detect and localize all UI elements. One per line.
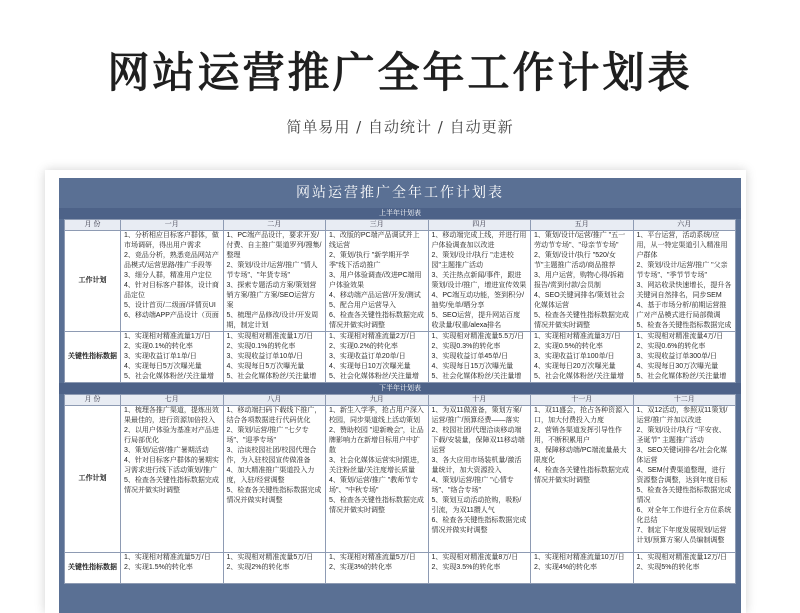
month-header: 十二月 xyxy=(633,395,736,406)
month-header-row xyxy=(65,220,736,231)
cell-line: 1、实现相对精准流量10万/日 xyxy=(534,554,625,561)
cell-line: 5、社会化媒体粉丝/关注量增 xyxy=(636,373,727,380)
cell-line: 2、实现0.1%的转化率 xyxy=(124,343,193,350)
kpi-cell xyxy=(326,332,429,383)
kpi-row xyxy=(65,553,736,584)
kpi-cell xyxy=(223,332,326,383)
first-half-header: 上半年计划表 xyxy=(59,208,741,219)
month-header-row xyxy=(65,395,736,406)
month-header: 八月 xyxy=(223,395,326,406)
cell-line: 3、探索专题活动方案/策划营销方案/推广方案/SEO运营方案 xyxy=(226,282,317,309)
cell-line: 5、检查各关键性指标数据完成情况 xyxy=(636,487,732,504)
cell-line: 6、检查各关键性指标数据完成情况并做实时调整 xyxy=(329,312,424,329)
cell-line: 4、加大精准推广渠道投入力度，入驻/经营调整 xyxy=(226,467,315,484)
cell-line: 4、实现每日10万次曝光量 xyxy=(329,363,411,370)
spreadsheet-sheet xyxy=(59,178,741,613)
cell-line: 5、策划互动活动抢购，吸粉/引流，为双11攒人气 xyxy=(431,497,522,514)
plan-cell xyxy=(121,406,224,553)
cell-line: 2、策划/运营/推广 "七夕专场"、"迎季专场" xyxy=(226,427,309,444)
cell-line: 4、实现每日15万次曝光量 xyxy=(431,363,514,370)
plan-cell xyxy=(428,406,531,553)
cell-line: 4、实现每日30万次曝光量 xyxy=(636,363,719,370)
cell-line: 1、双11盛会，抢占各种资源入口，加大付费投入力度 xyxy=(534,407,630,424)
kpi-cell xyxy=(428,332,531,383)
plan-cell xyxy=(326,231,429,332)
month-header: 二月 xyxy=(223,220,326,231)
cell-line: 3、网站收录快速增长，提升各关键词自然排名，同步SEM xyxy=(636,282,732,299)
second-half-header: 下半年计划表 xyxy=(59,383,741,394)
cell-line: 2、竞品分析，熟悉竞品网站产品模式/运营思路/推广手段等 xyxy=(124,252,219,269)
document-preview-card xyxy=(45,170,746,613)
cell-line: 1、实现相对精准流量5万/日 xyxy=(329,554,416,561)
kpi-row-label: 关键性指标数据 xyxy=(65,332,121,383)
kpi-cell xyxy=(428,553,531,584)
cell-line: 3、实现收益订单300单/日 xyxy=(636,353,718,360)
cell-line: 1、移动端扫码下载线下推广，结合各项数据进行代码优化 xyxy=(226,407,322,424)
cell-line: 3、实现收益订单100单/日 xyxy=(534,353,615,360)
plan-row xyxy=(65,231,736,332)
cell-line: 5、社会化媒体粉丝/关注量增 xyxy=(329,373,419,380)
cell-line: 2、赞助校园 "迎新晚会"，让品牌影响力在新增目标用户中扩散 xyxy=(329,427,424,454)
cell-line: 6、移动端APP产品设计（页面 xyxy=(124,312,219,319)
cell-line: 4、PC端互动功能，签到积分/抽奖/免单/晒分享 xyxy=(431,292,525,309)
cell-line: 3、用户运营，购物心得/拆箱报告/赏到付款/会员制 xyxy=(534,272,624,289)
cell-line: 2、实现5%的转化率 xyxy=(636,564,700,571)
cell-line: 1、策划/设计/运营/推广 "五一劳动节专场"、"母亲节专场" xyxy=(534,232,626,249)
cell-line: 2、策划/设计/执行 "520/女节"主题推广活动/商品推荐 xyxy=(534,252,616,269)
cell-line: 1、新生入学季，抢占用户深入校园，同步渠道线上活动策划 xyxy=(329,407,424,424)
kpi-cell xyxy=(531,553,634,584)
cell-line: 3、保障移动端/PC端流量最大限度化 xyxy=(534,447,627,464)
cell-line: 2、实现3%的转化率 xyxy=(329,564,393,571)
cell-line: 1、实现相对精准流量3万/日 xyxy=(534,333,621,340)
cell-line: 5、SEO运营，提升网站百度收录量/权重/alexa排名 xyxy=(431,312,521,329)
cell-line: 4、SEM付费渠道整理，进行资源整合调整，达到年度目标 xyxy=(636,467,728,484)
cell-line: 2、策划/设计/运营/推广 "情人节专场"、"年货专场" xyxy=(226,262,318,279)
cell-line: 3、策划/运营/推广暑期活动 xyxy=(124,447,209,454)
cell-line: 5、检查各关键性指标数据完成情况并做实时调整 xyxy=(329,497,424,514)
cell-line: 1、双12活动，参照双11策划/运营/推广并加以改进 xyxy=(636,407,728,424)
cell-line: 3、关注热点新闻/事件，跟进策划/设计/推广，增进宣传效果 xyxy=(431,272,527,289)
cell-line: 3、实现收益订单10单/日 xyxy=(226,353,304,360)
cell-line: 1、移动端完成上线，并进行用户体验调查加以改进 xyxy=(431,232,527,249)
cell-line: 1、实现相对精准流量5.5万/日 xyxy=(431,333,525,340)
plan-cell xyxy=(531,231,634,332)
page-subtitle: 简单易用 / 自动统计 / 自动更新 xyxy=(286,118,514,136)
cell-line: 5、社会化媒体粉丝/关注量增 xyxy=(226,373,317,380)
month-header: 十一月 xyxy=(531,395,634,406)
cell-line: 5、检查各关键性指标数据完成 xyxy=(636,322,732,329)
cell-line: 6、检查各关键性指标数据完成情况并做实时调整 xyxy=(431,517,527,534)
cell-line: 2、实现0.5%的转化率 xyxy=(534,343,603,350)
cell-line: 2、实现0.3%的转化率 xyxy=(431,343,501,350)
plan-cell xyxy=(531,406,634,553)
cell-line: 1、实现相对精准流量5万/日 xyxy=(226,554,314,561)
cell-line: 4、针对目标客户群体的暑期实习需求进行线下活动策划/推广 xyxy=(124,457,219,474)
sheet-title: 网站运营推广全年工作计划表 xyxy=(296,185,504,201)
cell-line: 5、检查各关键性指标数据完成情况并做实时调整 xyxy=(124,477,219,494)
cell-line: 1、实现相对精准流量2万/日 xyxy=(329,333,416,340)
cell-line: 4、策划/运营/推广 "心情专场"、"络合专场" xyxy=(431,477,514,494)
cell-line: 3、各大应用市场装机量/激活量统计，加大资源投入 xyxy=(431,457,522,474)
month-header: 九月 xyxy=(326,395,429,406)
plan-cell xyxy=(223,231,326,332)
cell-line: 7、制定下年度发展规划/运营计划/预算方案/人员编制调整 xyxy=(636,527,727,544)
cell-line: 3、洽谈校园社团/校园代理合作，为入驻校园宣传做准备 xyxy=(226,447,317,464)
cell-line: 2、实现4%的转化率 xyxy=(534,564,598,571)
month-header-label: 月 份 xyxy=(65,220,121,231)
kpi-cell xyxy=(223,553,326,584)
kpi-cell xyxy=(121,553,224,584)
cell-line: 1、实现相对精准流量1万/日 xyxy=(124,333,211,340)
month-header: 七月 xyxy=(121,395,224,406)
cell-line: 4、实现每日5万次曝光量 xyxy=(124,363,202,370)
cell-line: 2、策划/设计/执行 "走进校园"主题推广活动 xyxy=(431,252,514,269)
cell-line: 2、实现1.5%的转化率 xyxy=(124,564,193,571)
plan-cell xyxy=(633,231,736,332)
month-header: 五月 xyxy=(531,220,634,231)
cell-line: 1、实现相对精准流量5万/日 xyxy=(124,554,211,561)
cell-line: 5、配合用户运营导入 xyxy=(329,302,396,309)
cell-line: 1、实现相对精准流量8万/日 xyxy=(431,554,519,561)
cell-line: 2、实现0.2%的转化率 xyxy=(329,343,398,350)
plan-row-label: 工作计划 xyxy=(65,231,121,332)
cell-line: 5、社会化媒体粉丝/关注量增 xyxy=(124,373,214,380)
plan-row xyxy=(65,406,736,553)
cell-line: 6、对全年工作进行全方位系统化总结 xyxy=(636,507,732,524)
cell-line: 2、策划/设计/执行 "平安夜、圣诞节" 主题推广活动 xyxy=(636,427,726,444)
month-header-label: 月 份 xyxy=(65,395,121,406)
plan-cell xyxy=(428,231,531,332)
kpi-cell xyxy=(531,332,634,383)
month-header: 十月 xyxy=(428,395,531,406)
cell-line: 3、实现收益订单1单/日 xyxy=(124,353,197,360)
cell-line: 5、梳理产品修改/设计/开发周期，制定计划 xyxy=(226,312,319,329)
cell-line: 2、以用户体验为基准对产品进行局部优化 xyxy=(124,427,219,444)
cell-line: 4、实现每日20万次曝光量 xyxy=(534,363,616,370)
cell-line: 4、检查各关键性指标数据完成情况并做实时调整 xyxy=(534,467,629,484)
cell-line: 2、校园社团/代理洽谈移动端下载/安装量，保障双11移动端运营 xyxy=(431,427,525,454)
cell-line: 2、实现0.1%的转化率 xyxy=(226,343,296,350)
page-title: 网站运营推广全年工作计划表 xyxy=(107,48,693,97)
cell-line: 1、平台运营，活动系统/应用，从一特定渠道引入精准用户群体 xyxy=(636,232,728,259)
cell-line: 4、策划/运营/推广 "教师节专场"、"中秋专场" xyxy=(329,477,419,494)
cell-line: 2、策划/执行 "新学期开学季"线下活动推广 xyxy=(329,252,410,269)
cell-line: 1、为双11做准备，策划方案/运营/推广/预算经费——落实 xyxy=(431,407,522,424)
kpi-row xyxy=(65,332,736,383)
cell-line: 5、社会化媒体粉丝/关注量增 xyxy=(431,373,522,380)
plan-cell xyxy=(326,406,429,553)
cell-line: 3、SEO关键词排名/社会化媒体运营 xyxy=(636,447,728,464)
cell-line: 1、梳理各推广渠道，提炼出效果最佳的，进行资源加倍投入 xyxy=(124,407,219,424)
cell-line: 5、检查各关键性指标数据完成情况并做实时调整 xyxy=(226,487,322,504)
cell-line: 3、实现收益订单20单/日 xyxy=(329,353,406,360)
cell-line: 3、细分人群，精准用户定位 xyxy=(124,272,212,279)
kpi-cell xyxy=(121,332,224,383)
plan-row-label: 工作计划 xyxy=(65,406,121,553)
cell-line: 1、实现相对精准流量1万/日 xyxy=(226,333,314,340)
cell-line: 4、移动端产品运营/开发/测试 xyxy=(329,292,421,299)
cell-line: 2、营销各渠道发挥引导性作用，不断积累用户 xyxy=(534,427,622,444)
cell-line: 2、实现2%的转化率 xyxy=(226,564,290,571)
plan-cell xyxy=(121,231,224,332)
cell-line: 1、分析相应目标客户群体，做市场调研，得出用户需求 xyxy=(124,232,219,249)
plan-cell xyxy=(633,406,736,553)
kpi-cell xyxy=(326,553,429,584)
cell-line: 1、改版的PC端产品调试并上线运营 xyxy=(329,232,420,249)
cell-line: 2、策划/设计/运营/推广 "父亲节专场"、"季节节专场" xyxy=(636,262,728,279)
cell-line: 5、检查各关键性指标数据完成情况并做实时调整 xyxy=(534,312,629,329)
kpi-row-label: 关键性指标数据 xyxy=(65,553,121,584)
cell-line: 2、实现3.5%的转化率 xyxy=(431,564,501,571)
month-header: 一月 xyxy=(121,220,224,231)
month-header: 六月 xyxy=(633,220,736,231)
cell-line: 2、实现0.6%的转化率 xyxy=(636,343,706,350)
cell-line: 3、用户体验调查/改进PC端用户体验效果 xyxy=(329,272,422,289)
cell-line: 3、社会化媒体运营实时跟进，关注粉丝量/关注度增长质量 xyxy=(329,457,424,474)
cell-line: 5、设计首页/二级面/详情页UI xyxy=(124,302,216,309)
month-header: 三月 xyxy=(326,220,429,231)
cell-line: 1、实现相对精准流量4万/日 xyxy=(636,333,724,340)
month-header: 四月 xyxy=(428,220,531,231)
cell-line: 4、SEO关键词排名/策划社会化媒体运营 xyxy=(534,292,625,309)
kpi-cell xyxy=(633,553,736,584)
cell-line: 3、实现收益订单45单/日 xyxy=(431,353,509,360)
kpi-cell xyxy=(633,332,736,383)
plan-cell xyxy=(223,406,326,553)
cell-line: 1、PC端产品设计，要求开发/付费、自主推广渠道罗列/搜集/整理 xyxy=(226,232,322,259)
second-half-table xyxy=(64,394,736,584)
cell-line: 1、实现相对精准流量12万/日 xyxy=(636,554,728,561)
cell-line: 4、实现每日5万次曝光量 xyxy=(226,363,305,370)
cell-line: 4、针对目标客户群体，设计商品定位 xyxy=(124,282,219,299)
cell-line: 4、基于市场分析/前期运营推广对产品模式进行局部微调 xyxy=(636,302,727,319)
cell-line: 5、社会化媒体粉丝/关注量增 xyxy=(534,373,624,380)
first-half-table xyxy=(64,219,736,383)
